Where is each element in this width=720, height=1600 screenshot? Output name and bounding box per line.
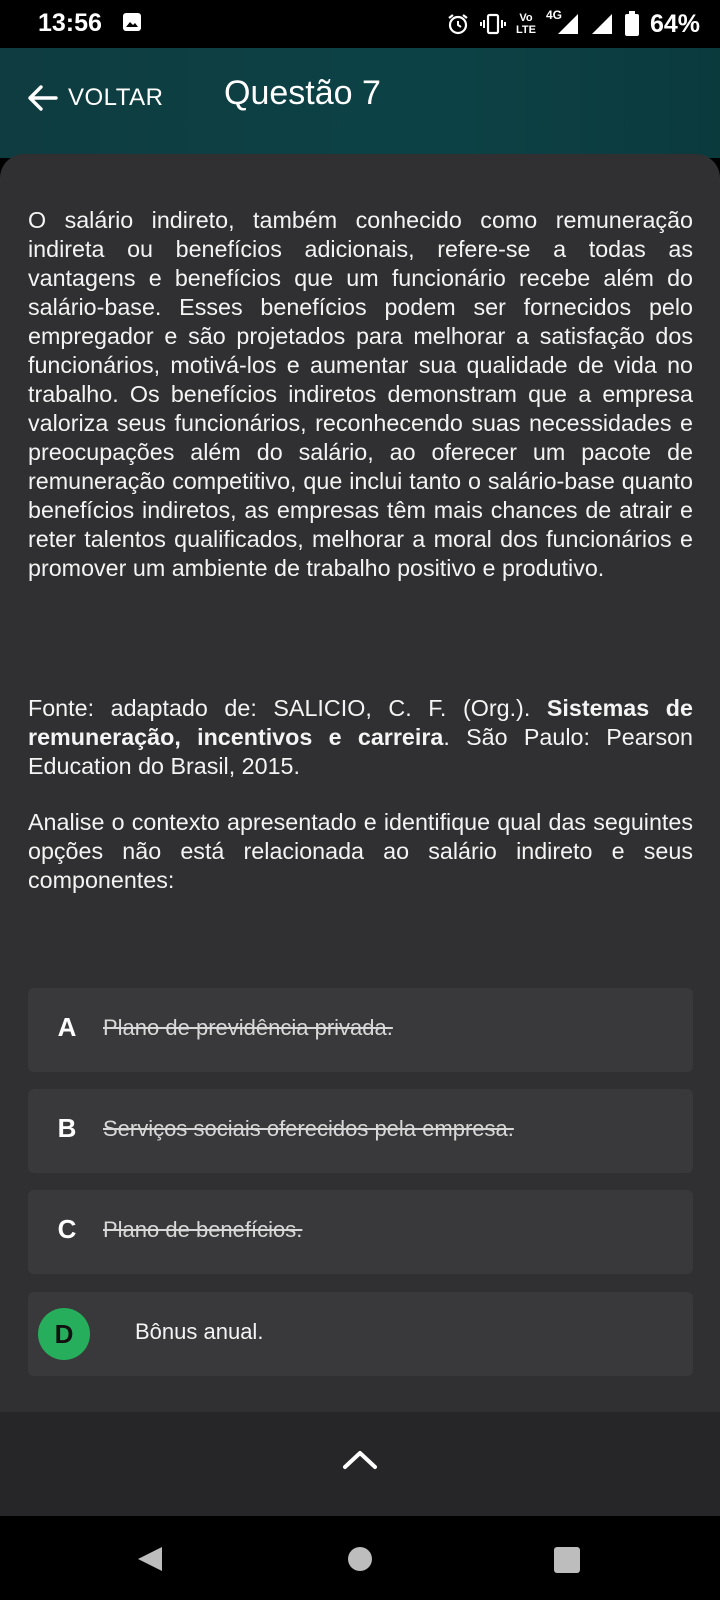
nav-back-icon[interactable] xyxy=(136,1545,164,1573)
volte-icon xyxy=(516,12,536,36)
option-letter-selected: D xyxy=(38,1308,90,1360)
page-title: Questão 7 xyxy=(224,74,381,112)
signal-4g-icon xyxy=(545,8,580,36)
question-card xyxy=(0,154,720,1412)
alarm-icon xyxy=(446,12,470,36)
source-prefix: Fonte: adaptado de: SALICIO, C. F. (Org.). xyxy=(28,695,547,721)
vibrate-icon xyxy=(480,12,506,36)
source-suffix: . São Paulo: Pearson Education do Brasil, 2015. xyxy=(28,724,693,779)
volte-bottom: LTE xyxy=(515,24,536,36)
status-bar xyxy=(0,0,720,48)
signal-icon xyxy=(590,12,614,36)
system-nav-bar xyxy=(0,1516,720,1600)
option-letter: A xyxy=(57,1012,77,1042)
battery-percent: 64% xyxy=(649,9,700,38)
nav-home-icon[interactable] xyxy=(348,1547,372,1571)
battery-icon xyxy=(624,11,640,37)
option-b[interactable] xyxy=(28,1089,693,1173)
back-button[interactable] xyxy=(26,80,163,116)
option-text: Plano de benefícios. xyxy=(103,1217,303,1242)
option-letter: B xyxy=(57,1113,77,1143)
option-d[interactable] xyxy=(28,1292,693,1376)
signal-4g-label: 4G xyxy=(545,8,562,22)
question-source xyxy=(28,694,693,781)
back-label: VOLTAR xyxy=(68,84,164,111)
volte-top: Vo xyxy=(519,12,533,24)
source-title: Sistemas de remuneração, incentivos e carreira xyxy=(28,695,693,750)
option-letter: C xyxy=(57,1214,77,1244)
option-text: Serviços sociais oferecidos pela empresa. xyxy=(103,1116,514,1141)
chevron-up-icon[interactable] xyxy=(342,1448,378,1470)
option-text: Bônus anual. xyxy=(135,1319,264,1344)
question-prompt: Analise o contexto apresentado e identifique qual das seguintes opções não está relacionada ao salário indireto e seus componentes: xyxy=(28,809,693,893)
option-text: Plano de previdência privada. xyxy=(103,1015,393,1040)
arrow-left-icon xyxy=(26,83,58,113)
bottom-bar xyxy=(0,1412,720,1516)
question-text: O salário indireto, também conhecido como remuneração indireta ou benefícios adicionais, refere-se a todas as vantagens e benefícios que um funcionário recebe além do salário-base. Esses benefícios podem ser fornecidos pelo empregador e são projetados para melhorar a satisfação dos funcionários, motivá-los e aumentar sua qualidade de vida no trabalho. Os benefícios indiretos demonstram que a empresa valoriza seus funcionários, reconhecendo suas necessidades e preocupações além do salário, ao oferecer um pacote de remuneração competitivo, que inclui tanto o salário-base quanto benefícios indiretos, as empresas têm mais chances de atrair e reter talentos qualificados, melhorar a moral dos funcionários e promover um ambiente de trabalho positivo e produtivo. xyxy=(28,207,693,581)
option-a[interactable] xyxy=(28,988,693,1072)
status-time: 13:56 xyxy=(38,9,102,37)
app-header xyxy=(0,48,720,158)
nav-recents-icon[interactable] xyxy=(554,1547,580,1573)
option-c[interactable] xyxy=(28,1190,693,1274)
image-icon xyxy=(122,12,142,32)
